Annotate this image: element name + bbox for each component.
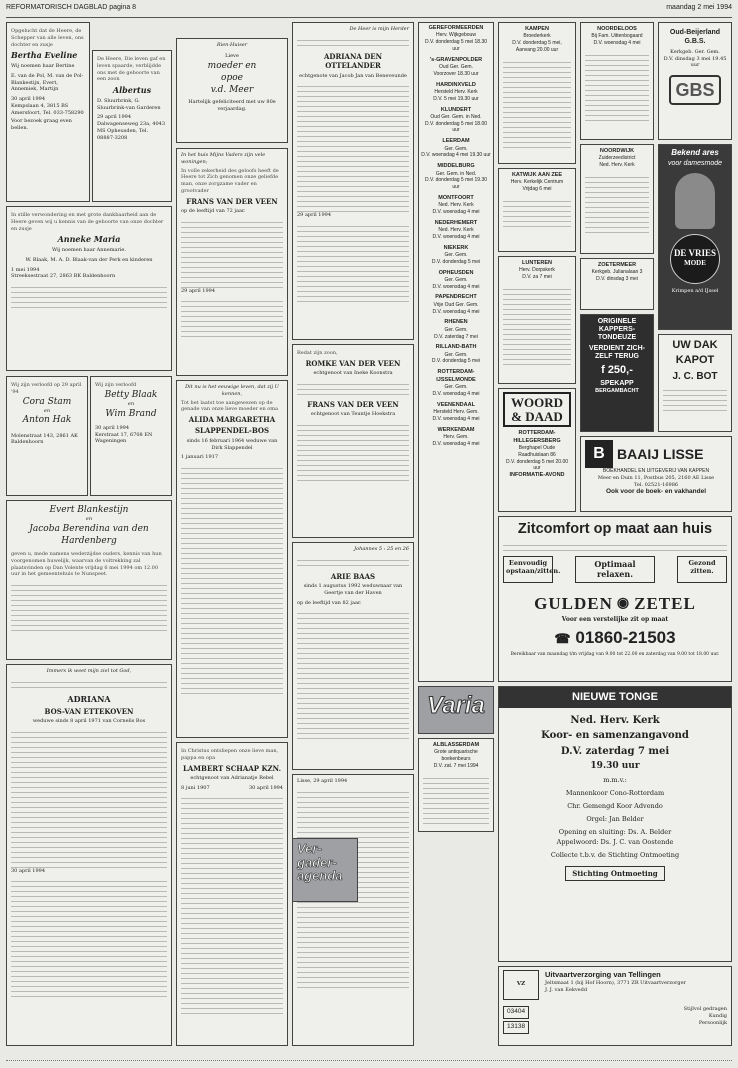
church-service-item: NIEKERK Ger. Gem. D.V. donderdag 5 mei xyxy=(431,244,481,265)
de-vries-logo: DE VRIES MODE xyxy=(670,234,720,284)
uitvaart-logo-icon: VZ xyxy=(503,970,539,1000)
baaij-logo-icon: B xyxy=(585,440,613,468)
church-service-item: GEREFORMEERDEN Herv. Wijkgebouw D.V. donderdag 5 mei 18.30 uur xyxy=(424,25,488,52)
ad-zitcomfort: Zitcomfort op maat aan huis Eenvoudig opstaan/zitten. Optimaal relaxen. Gezond zitten. GULDEN ◉ ZETEL Voor een verstelijke zit op maat ☎ 01860-21503 Bereikbaar van maandag t/m vrijdag van 9.00 tot 22.00 en zaterdag van 9.00 tot 18.00 uur. xyxy=(498,516,732,682)
ad-uw-dak-kapot: UW DAK KAPOT J. C. BOT xyxy=(658,334,732,432)
feature-relaxen: Optimaal relaxen. xyxy=(575,556,655,584)
church-service-item: MONTFOORT Ned. Herv. Kerk D.V. woensdag 4 mei xyxy=(432,194,480,215)
obituary-romke-van-der-veen: Redat zijn zoon, ROMKE VAN DER VEEN echtgenoot van Ineke Koonstra FRANS VAN DER VEEN echtgenoot van Teuntje Hoekstra xyxy=(292,344,414,538)
church-service-item: 's-GRAVENPOLDER Oud Ger. Gem. Voorzover 18.30 uur xyxy=(429,56,483,77)
woord-daad-logo: WOORD & DAAD xyxy=(503,392,571,427)
obituary-adriana-den-ottelander: De Heer is mijn Herder ADRIANA DEN OTTELANDER echtgenote van Jacob Jan van Beneveunde 29 april 1994 xyxy=(292,22,414,340)
church-services-list xyxy=(418,22,494,682)
church-service-item: ROTTERDAM-IJSSELMONDE Ger. Gem. D.V. woensdag 4 mei xyxy=(432,369,480,397)
birth-ad-anneke: In stille verwondering en met grote dankbaarheid aan de Heere geven wij u kennis van de geboorte van onze dochter en zusje Anneke Maria Wij noemen haar Annemarie. W. Blaak, M. A. D. Blaak-van der Perk en kinderen 1 mei 1994 Streeksestraat 27, 2863 BK Baldenhoorn xyxy=(6,206,172,371)
gbs-logo: GBS xyxy=(669,75,721,105)
birth-ad-bertha: Opgelucht dat de Heere, de Schepper van alle leven, ons dochter en zusje Bertha Eveline Wij noemen haar Bertine E. van de Pol, M. van de Pol-Blankestijn, Evert, Annemiek, Martijn 30 april 1994 Kempslaan 4, 3815 BS Amersfoort, Tel. 033-758290 Voor bezoek graag even bellen. xyxy=(6,22,90,202)
church-service-item: RILLAND-BATH Ger. Gem. D.V. donderdag 5 mei xyxy=(431,344,481,365)
vergader-agenda-banner: Ver- gader- agenda xyxy=(292,838,358,902)
ad-nieuwe-tonge: NIEUWE TONGE Ned. Herv. Kerk Koor- en samenzangavond D.V. zaterdag 7 mei 19.30 uur m.m.v.: Mannenkoor Cono-Rotterdam Chr. Gemengd Koor Advendo Orgel: Jan Belder Opening en sluiting: Ds. A. Belder Appelwoord: Ds. J. C. van Oostende Collecte t.b.v. de Stichting Ontmoeting Stichting Ontmoeting xyxy=(498,686,732,962)
church-service-item: HARDINXVELD Hersteld Herv. Kerk D.V. 5 mei 19.30 uur xyxy=(433,81,479,102)
church-service-item: PAPENDRECHT Vrije Oud Ger. Gem. D.V. woensdag 4 mei xyxy=(432,294,480,315)
congratulation-ad: Rien-Huiser Lieve moeder en opoe v.d. Meer Hartelijk gefeliciteerd met uw 80e verjaardag. xyxy=(176,38,288,143)
birth-ad-albertus: De Heere, Die leven gaf en leven spaarde, verblijdde ons met de geboorte van een zoon Albertus D. Sluurbrink, G. Sluurbrink-van Garderen 29 april 1994 Dalwagenseweg 23a, 4043 MS Opheusden, Tel. 08887-3208 xyxy=(92,50,172,202)
obituary-arie-baas: Johannes 5 : 25 en 26 ARIE BAAS sinds 1 augustus 1992 weduwnaar van Geertje van der Haven op de leeftijd van 82 jaar. xyxy=(292,542,414,770)
engagement-ad-betty: Wij zijn verloofd Betty Blaak en Wim Brand 30 april 1994 Kerstraat 17, 6708 EN Wageningen xyxy=(90,376,172,496)
phone-icon: ☎ xyxy=(554,631,571,647)
church-service-item: VEENENDAAL Hersteld Herv. Gem. D.V. woensdag 4 mei xyxy=(432,401,480,422)
event-zoetermeer: ZOETERMEER Kerkgeb. Julianalaan 3 D.V. dinsdag 3 mei xyxy=(580,258,654,310)
event-noordeloos: NOORDELOOS Bij Fam. Uittenbogaard D.V. woensdag 4 mei xyxy=(580,22,654,140)
church-service-item: KLUNDERT Oud Ger. Gem. in Ned. D.V. donderdag 5 mei 18.00 uur xyxy=(424,106,488,134)
varia-banner: Varia xyxy=(418,686,494,734)
event-kampen: KAMPEN Broederkerk D.V. donderdag 5 mei, Aanvang 20.00 uur xyxy=(498,22,576,164)
obituary-alida-slappendel: Dit nu is het eeuwige leven, dat zij U kennen, Tot het laatst toe aangewezen op de genade van onze lieve moeder en oma ALIDA MARGARETHA SLAPPENDEL-BOS sinds 16 februari 1964 weduwe van Dirk Slappendel 1 januari 1917 xyxy=(176,380,288,738)
model-photo xyxy=(675,173,715,229)
ad-gbs-oud-beijerland: Oud-Beijerland G.B.S. Kerkgeb. Ger. Gem. D.V. dinsdag 3 mei 19.45 uur GBS xyxy=(658,22,732,140)
stichting-ontmoeting-logo: Stichting Ontmoeting xyxy=(565,866,664,881)
phone-number: ☎ 01860-21503 xyxy=(554,628,676,648)
ad-woord-en-daad: WOORD & DAAD ROTTERDAM-HILLEGERSBERG Berghapel Oude Raadhuislaan 86 D.V. donderdag 5 mei 20.00 uur INFORMATIE-AVOND xyxy=(498,388,576,512)
nieuwe-tonge-title: NIEUWE TONGE xyxy=(499,687,731,708)
feature-gezond: Gezond zitten. xyxy=(677,556,727,584)
obituary-lambert-schaap: In Christus ontsliepen onze lieve man, pappa en opa LAMBERT SCHAAP KZN. echtgenoot van Adrianatje Rebel 8 juni 1907 30 april 1994 xyxy=(176,742,288,1046)
church-service-item: LEERDAM Ger. Gem. D.V. woensdag 4 mei 19.30 uur xyxy=(421,138,491,159)
page-footer-rule xyxy=(6,1060,732,1062)
notice-lisse: Lisse, 29 april 1994 xyxy=(292,774,414,1046)
event-lunteren: LUNTEREN Herv. Dorpskerk D.V. za 7 mei xyxy=(498,256,576,384)
ad-uitvaartverzorging: VZ Uitvaartverzorging van Tellingen Jeltsmaat 1 (bij Hof Hoorn), 3771 ZR Uitvaartverzorger J. J. van Eekvedd 03404 13138 Stijlvol gedragen Kundig Persoonlijk xyxy=(498,966,732,1046)
ad-baaij-boekhandel: B BAAIJ LISSE BOEKHANDEL EN UITGEVERIJ VAN KAPPEN Meer en Duin 11, Postbus 205, 2160 AE Lisse Tel. 02521-16986 Ook voor de boek- en vakhandel xyxy=(580,436,732,512)
engagement-ad-cora: Wij zijn verloofd op 29 april '94 Cora Stam en Anton Hak Molenstraat 143, 2861 AK Baldenhoorn xyxy=(6,376,88,496)
feature-opstaan: Eenvoudig opstaan/zitten. xyxy=(503,556,553,584)
header-left: REFORMATORISCH DAGBLAD pagina 8 xyxy=(6,4,137,11)
church-service-item: RHENEN Ger. Gem. D.V. zaterdag 7 mei xyxy=(434,319,478,340)
gulden-zetel-logo: GULDEN ◉ ZETEL xyxy=(534,594,696,614)
event-alblasserdam: ALBLASSERDAM Grote antiquarische boekenbeurs D.V. zat. 7 mei 1994 xyxy=(418,738,494,832)
church-service-item: OPHEUSDEN Ger. Gem. D.V. woensdag 4 mei xyxy=(432,269,480,290)
ad-de-vries-mode: Bekend ares voor damesmode DE VRIES MODE Krimpen a/d IJssel xyxy=(658,144,732,330)
church-service-item: NEDERHEMERT Ned. Herv. Kerk D.V. woensdag 4 mei xyxy=(432,219,480,240)
church-service-item: MIDDELBURG Ger. Gem. in Ned. D.V. donderdag 5 mei 19.30 uur xyxy=(424,163,488,191)
header-right: maandag 2 mei 1994 xyxy=(666,4,732,11)
church-service-item: WERKENDAM Herv. Gem. D.V. woensdag 4 mei xyxy=(432,426,480,447)
event-katwijk: KATWIJK AAN ZEE Herv. Kerkelijk Centrum Vrijdag 6 mei xyxy=(498,168,576,252)
obituary-frans-van-der-veen: In het huis Mijns Vaders zijn vele woningen; In volle zekerheid des geloofs heeft de Heere tot Zich genomen onze geliefde man, onze zorgzame vader en grootvader FRANS VAN DER VEEN op de leeftijd van 72 jaar. 29 april 1994 xyxy=(176,148,288,376)
page-header xyxy=(6,4,732,18)
ad-kappers-tondeuze: ORIGINELE KAPPERS- TONDEUZE VERDIENT ZICH- ZELF TERUG f 250,- SPEKAPP BERGAMBACHT xyxy=(580,314,654,432)
marriage-ad-evert: Evert Blankestijn en Jacoba Berendina van den Hardenberg geven u, mede namens wederzijdse ouders, kennis van hun voorgenomen huwelijk, waarvan de voltrekking zal plaatsvinden op Dan Volente vrijdag 6 mei 1994 om 12.00 uur in het gemeentehuis te Nunspeet. xyxy=(6,500,172,660)
obituary-adriana-bos: Immers ik weet mijn ziel tot God, ADRIANA BOS-VAN ETTEKOVEN weduwe sinds 8 april 1971 van Cornelis Bos 30 april 1994 xyxy=(6,664,172,1046)
event-noordwijk: NOORDWIJK Zuiderzeedistrict Ned. Herv. Kerk xyxy=(580,144,654,254)
